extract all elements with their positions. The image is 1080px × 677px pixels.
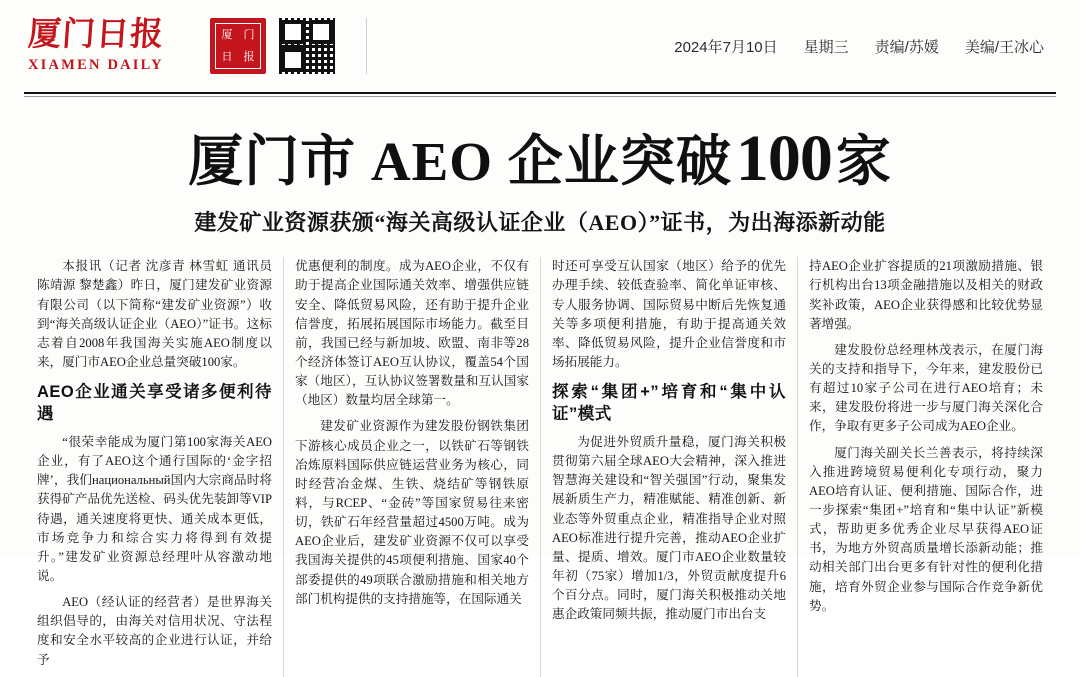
masthead-meta bbox=[391, 36, 1052, 57]
masthead-rule bbox=[24, 92, 1056, 94]
headline-number: 100 bbox=[735, 122, 832, 195]
logo-chinese-title: 厦门日报 bbox=[26, 16, 166, 53]
headline-part2: 家 bbox=[835, 131, 892, 192]
article-column-1 bbox=[26, 257, 283, 676]
headline-part1: 厦门市 AEO 企业突破 bbox=[188, 131, 732, 192]
red-seal-icon bbox=[210, 18, 266, 74]
paragraph: 时还可享受互认国家（地区）给予的优先办理手续、较低查验率、简化单证审核、专人服务协调、国际贸易中断后先恢复通关等多项便利措施，有助于提高通关效率、降低贸易风险，提升企业信誉度和市场拓展能力。 bbox=[552, 259, 786, 369]
section-heading-2: 探索“集团+”培育和“集中认证”模式 bbox=[552, 383, 786, 423]
paragraph: 为促进外贸质升量稳，厦门海关积极贯彻第六届全球AEO大会精神，深入推进智慧海关建设和“智关强国”行动，聚集发展新质生产力，精准赋能、精准创新、新业态等外贸重点企业，精准指导企业对照AEO标准进行提升完善，推动AEO企业扩量、提质、增效。厦门市AEO企业数量较年初（75家）增加1/3，外贸贡献度提升6个百分点。同时，厦门海关积极推动关地惠企政策同频共振，推动厦门市出台支 bbox=[552, 434, 786, 622]
headline-block bbox=[0, 97, 1080, 243]
article-column-2 bbox=[283, 257, 540, 676]
paragraph: “很荣幸能成为厦门第100家海关AEO企业，有了AEO这个通行国际的‘金字招牌’，我们национальный国内大宗商品时将获得矿产品优先送检、码头优先装卸等VIP待遇，通关速度将更快、通关成本更低，市场竞争力和综合实力将得到有效提升。”建发矿业资源总经理叶从容激动地说。 bbox=[37, 434, 272, 583]
art-editor: 美编/王冰心 bbox=[964, 38, 1044, 56]
page-title bbox=[24, 123, 1056, 194]
publication-date: 2024年7月10日 bbox=[674, 38, 778, 56]
paragraph: 建发矿业资源作为建发股份钢铁集团下游核心成员企业之一，以铁矿石等钢铁冶炼原料国际供应链运营业务为核心，同时经营冶金煤、生铁、烧结矿等钢铁原料，与RCEP、“金砖”等国家贸易往来密切，铁矿石年经营量超过4500万吨。成为AEO企业后，建发矿业资源不仅可以享受我国海关提供的45项便利措施、国家40个部委提供的49项联合激励措施和相关地方部门机构提供的支持措施等，在国际通关 bbox=[295, 419, 529, 606]
seal-inner-text: 厦 门 日 报 bbox=[215, 23, 261, 69]
paragraph: 持AEO企业扩容提质的21项激励措施、银行机构出台13项金融措施以及相关的财政奖补政策，AEO企业获得感和比较优势显著增强。 bbox=[809, 259, 1043, 331]
paragraph: 厦门海关副关长兰善表示，将持续深入推进跨境贸易便利化专项行动，聚力AEO培育认证、便利措施、国际合作，进一步探索“集团+”培育和“集中认证”新模式，帮助更多优秀企业尽早获得AEO证书，为地方外贸高质量增长添新动能；推动相关部门出台更多有针对性的便利化措施，培育外贸企业参与国际合作竞争新优势。 bbox=[809, 445, 1043, 613]
newspaper-logo bbox=[28, 18, 188, 75]
responsible-editor: 责编/苏媛 bbox=[874, 38, 939, 56]
subheadline: 建发矿业资源获颁“海关高级认证企业（AEO）”证书，为出海添新动能 bbox=[194, 210, 886, 236]
article-column-3 bbox=[540, 257, 797, 676]
qr-code-icon[interactable] bbox=[278, 17, 336, 75]
masthead bbox=[0, 0, 1080, 92]
masthead-divider bbox=[366, 18, 367, 74]
paragraph: 优惠便利的制度。成为AEO企业，不仅有助于提高企业国际通关效率、增强供应链安全、降低贸易风险，还有助于提升企业信誉度，拓展拓展国际市场能力。截至目前，我国已经与新加坡、欧盟、南非等28个经济体签订AEO互认协议，覆盖54个国家（地区），互认协议签署数量和互认国家（地区）数量均居全球第一。 bbox=[295, 259, 529, 408]
paragraph: 本报讯（记者 沈彦青 林雪虹 通讯员 陈靖源 黎楚鑫）昨日，厦门建发矿业资源有限公司（以下简称“建发矿业资源”）收到“海关高级认证企业（AEO）”证书。这标志着自2008年我国海关实施AEO制度以来，厦门市AEO企业总量突破100家。 bbox=[37, 259, 272, 369]
article-column-4 bbox=[797, 257, 1054, 676]
section-heading-1: AEO企业通关享受诸多便利待遇 bbox=[37, 383, 272, 423]
article-columns bbox=[0, 243, 1080, 676]
paragraph: AEO（经认证的经营者）是世界海关组织倡导的，由海关对信用状况、守法程度和安全水平较高的企业进行认证，并给予 bbox=[37, 595, 272, 667]
logo-english-title: XIAMEN DAILY bbox=[28, 57, 164, 74]
publication-weekday: 星期三 bbox=[803, 38, 849, 56]
paragraph: 建发股份总经理林茂表示，在厦门海关的支持和指导下，今年来，建发股份已有超过10家子公司在进行AEO培育；未来，建发股份将进一步与厦门海关深化合作，争取有更多子公司成为AEO企业。 bbox=[809, 342, 1043, 434]
